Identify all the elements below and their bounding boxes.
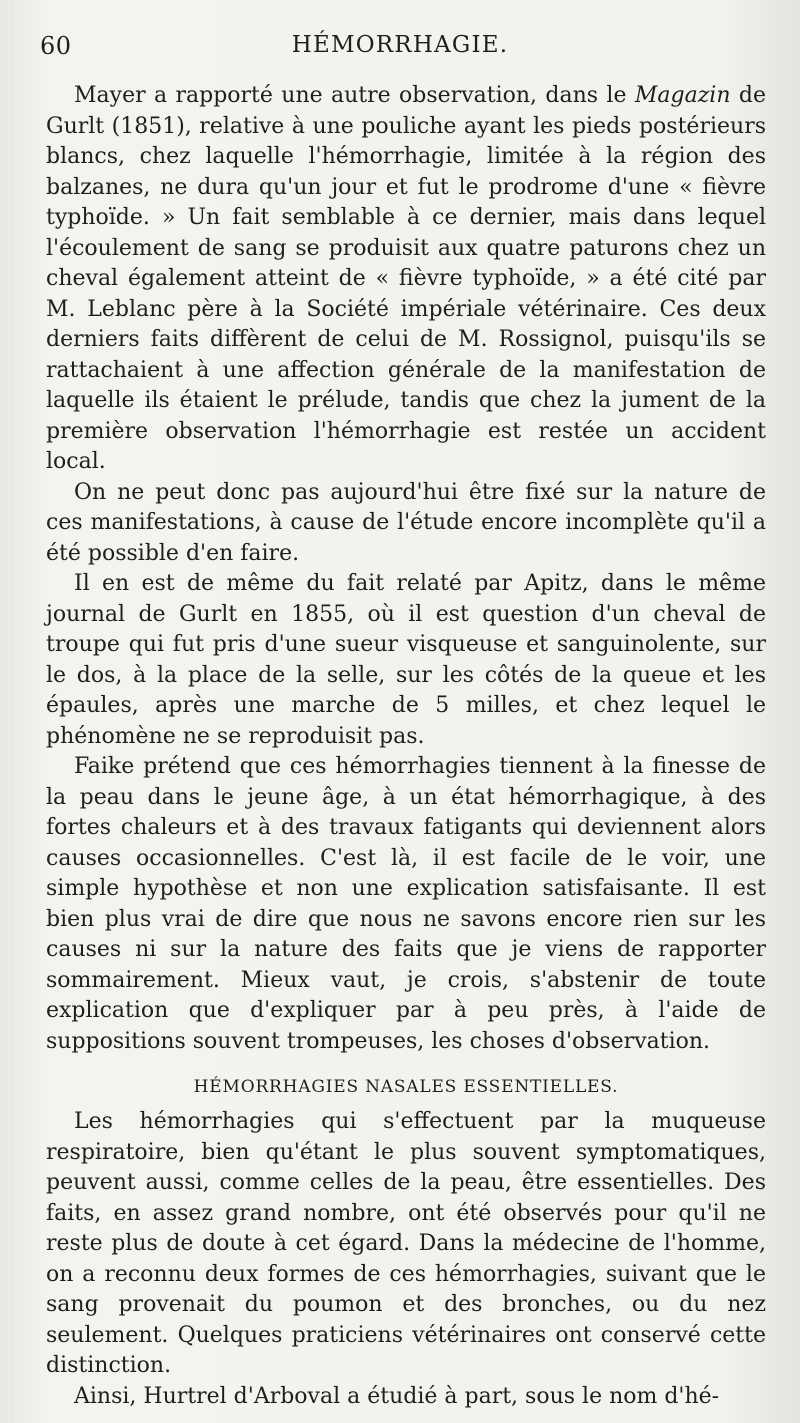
italic-title: Magazin xyxy=(634,83,731,108)
paragraph-faike: Faike prétend que ces hémorrhagies tiennent à la finesse de la peau dans le jeune âge, à un état hémorrhagique, à des fortes chaleurs et à des travaux fatigants qui deviennent alors causes occasionnelles. C'est là, il est facile de le voir, une simple hypothèse et non une explication satisfaisante. Il est bien plus vrai de dire que nous ne savons encore rien sur les causes ni sur la nature des faits que je viens de rapporter sommairement. Mieux vaut, je crois, s'abstenir de toute explication que d'expliquer par à peu près, à l'aide de suppositions souvent trompeuses, les choses d'observation. xyxy=(46,754,766,1054)
body-text xyxy=(46,81,766,1412)
page-header xyxy=(40,32,760,66)
paragraph-nature: On ne peut donc pas aujourd'hui être fixé sur la nature de ces manifestations, à cause de l'étude encore incomplète qu'il a été possible d'en faire. xyxy=(46,479,766,566)
paragraph-mayer xyxy=(46,81,766,478)
running-title: HÉMORRHAGIE. xyxy=(291,32,509,58)
section-heading: HÉMORRHAGIES NASALES ESSENTIELLES. xyxy=(193,1077,619,1097)
gutter-shadow xyxy=(12,0,13,1423)
paragraph-respiratory: Les hémorrhagies qui s'effectuent par la muqueuse respiratoire, bien qu'étant le plus souvent symptomatiques, peuvent aussi, comme celles de la peau, être essentielles. Des faits, en assez grand nombre, ont été observés pour qu'il ne reste plus de doute à cet égard. Dans la médecine de l'homme, on a reconnu deux formes de ces hémorrhagies, suivant que le sang provenait du poumon et des bronches, ou du nez seulement. Quelques praticiens vétérinaires ont conservé cette distinction. xyxy=(46,1109,766,1378)
paragraph-text: de Gurlt (1851), relative à une pouliche ayant les pieds postérieurs blancs, chez laquelle l'hémorrhagie, limitée à la région des balzanes, ne dura qu'un jour et fut le prodrome d'une « fièvre typhoïde. » Un fait semblable à ce dernier, mais dans lequel l'écoulement de sang se produisit aux quatre paturons chez un cheval également atteint de « fièvre typhoïde, » a été cité par M. Leblanc père à la Société impériale vétérinaire. Ces deux derniers faits diffèrent de celui de M. Rossignol, puisqu'ils se rattachaient à une affection générale de la manifestation de laquelle ils étaient le prélude, tandis que chez la jument de la première observation l'hémorrhagie est restée un accident local. xyxy=(46,83,766,474)
paragraph-text: Mayer a rapporté une autre observation, dans le xyxy=(74,83,635,108)
paragraph-apitz: Il en est de même du fait relaté par Apitz, dans le même journal de Gurlt en 1855, où il est question d'un cheval de troupe qui fut pris d'une sueur visqueuse et sanguinolente, sur le dos, à la place de la selle, sur les côtés de la queue et les épaules, après une marche de 5 milles, et chez lequel le phénomène ne se reproduisit pas. xyxy=(46,571,766,749)
page-number: 60 xyxy=(40,32,72,60)
paragraph-hurtrel: Ainsi, Hurtrel d'Arboval a étudié à part, sous le nom d'hé- xyxy=(74,1383,720,1409)
